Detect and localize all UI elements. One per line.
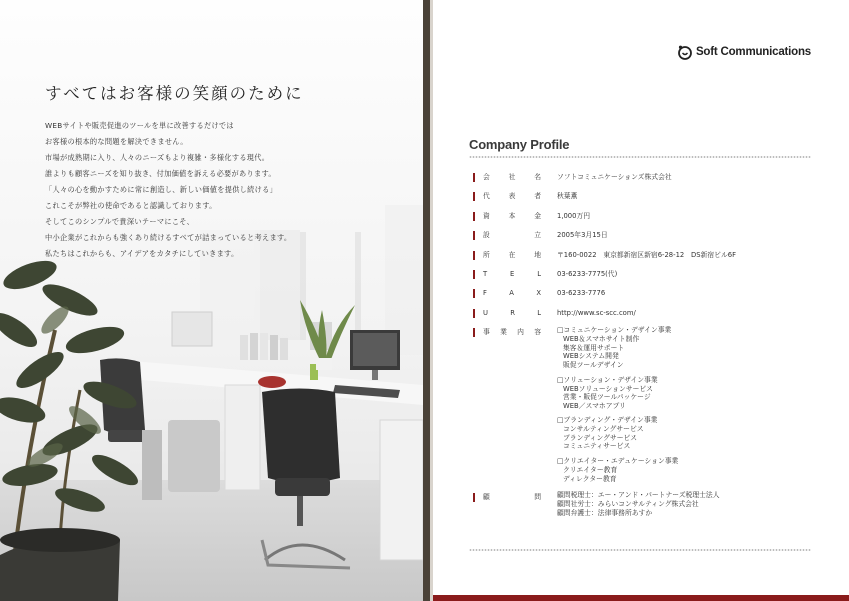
row-marker: [473, 289, 475, 298]
body-line: 誰よりも顧客ニーズを知り抜き、付加価値を訴える必要があります。: [45, 169, 276, 178]
dotted-divider: [469, 155, 811, 159]
photo-page: [0, 0, 423, 601]
advisor-item: 顧問税理士：エー・アンド・パートナーズ税理士法人: [557, 490, 720, 499]
row-marker: [473, 173, 475, 182]
body-line: 中小企業がこれからも強くあり続けるすべてが詰まっていると考えます。: [45, 233, 292, 242]
body-line: 市場が成熟期に入り、人々のニーズもより複雑・多様化する現代。: [45, 153, 270, 162]
ottoman: [168, 420, 220, 492]
body-line: 私たちはこれからも、アイデアをカタチにしていきます。: [45, 249, 239, 258]
dotted-divider: [469, 548, 811, 552]
business-item: 集客＆運用サポート: [563, 343, 625, 352]
row-marker: [473, 251, 475, 260]
advisor-item: 顧問社労士：みらいコンサルティング株式会社: [557, 499, 699, 508]
row-value: 03-6233-7775(代): [557, 269, 618, 278]
business-group: [557, 376, 678, 411]
row-label: F A X: [483, 289, 541, 298]
business-item: クリエイター教育: [563, 466, 618, 475]
profile-row: [473, 307, 813, 325]
logo-text: Soft Communications: [695, 46, 811, 58]
body-line: お客様の根本的な問題を解決できません。: [45, 137, 188, 146]
row-marker: [473, 309, 475, 318]
row-label: 顧 問: [483, 492, 541, 501]
business-item: 販促ツールデザイン: [563, 360, 624, 369]
row-value: 03-6233-7776: [557, 289, 606, 298]
business-item: コミュニティサービス: [563, 442, 631, 451]
business-item: コンサルティングサービス: [563, 425, 644, 434]
profile-row: [473, 249, 813, 267]
row-label: 事 業 内 容: [483, 328, 541, 337]
intro-text: [45, 80, 405, 262]
business-item: WEB／スマホアプリ: [563, 401, 626, 410]
profile-row: [473, 268, 813, 286]
business-item: WEBシステム開発: [563, 352, 619, 361]
row-value[interactable]: http://www.sc-scc.com/: [557, 308, 636, 317]
row-label: T E L: [483, 269, 541, 278]
row-value: 〒160-0022 東京都新宿区新宿6-28-12 DS新宿ビル6F: [557, 250, 736, 259]
body-line: そしてこのシンプルで貴深いテーマにこそ、: [45, 217, 195, 226]
profile-table: [473, 171, 813, 519]
row-label: 資 本 金: [483, 211, 541, 220]
row-label: U R L: [483, 308, 541, 317]
row-value: 秋葉薫: [557, 192, 578, 201]
profile-row: [473, 229, 813, 247]
row-marker: [473, 212, 475, 221]
row-marker: [473, 328, 475, 337]
logo-mark-icon: [677, 44, 693, 60]
business-item: 営業・販促ツールパッケージ: [563, 393, 651, 402]
section-title: Company Profile: [469, 137, 570, 152]
body-line: これこそが弊社の使命であると認識しております。: [45, 201, 217, 210]
profile-row: [473, 190, 813, 208]
row-value: ソフトコミュニケーションズ株式会社: [557, 173, 672, 181]
headline: すべてはお客様の笑顔のために: [45, 84, 304, 103]
row-label: 所 在 地: [483, 250, 541, 259]
business-group: [557, 326, 678, 369]
advisor-list: [557, 491, 720, 518]
business-item: ブランディングサービス: [563, 433, 638, 442]
profile-row-business: [473, 326, 813, 489]
business-heading: □ブランディング・デザイン事業: [557, 416, 658, 425]
row-value: 1,000万円: [557, 211, 591, 220]
profile-row-advisors: [473, 491, 813, 518]
business-item: WEBソリューションサービス: [563, 384, 653, 393]
row-value: 2005年3月15日: [557, 231, 608, 240]
row-label: 設 立: [483, 231, 541, 240]
profile-page: [433, 0, 849, 601]
body-line: WEBサイトや販売促進のツールを単に改善するだけでは: [45, 121, 234, 130]
business-group: [557, 457, 678, 483]
row-marker: [473, 192, 475, 201]
business-item: WEB＆スマホサイト制作: [563, 335, 640, 344]
business-item: ディレクター教育: [563, 474, 617, 483]
company-logo: [677, 44, 811, 60]
row-marker: [473, 493, 475, 502]
profile-row: [473, 171, 813, 189]
business-heading: □コミュニケーション・デザイン事業: [557, 326, 672, 335]
row-label: 会 社 名: [483, 173, 541, 181]
footer-accent-bar: [433, 595, 849, 601]
row-marker: [473, 231, 475, 240]
advisor-item: 顧問弁護士：法律事務所あすか: [557, 508, 653, 517]
row-label: 代 表 者: [483, 192, 541, 201]
business-group: [557, 416, 678, 451]
business-heading: □クリエイター・エデュケーション事業: [557, 457, 679, 466]
profile-row: [473, 210, 813, 228]
business-list: [557, 326, 678, 489]
row-marker: [473, 270, 475, 279]
business-heading: □ソリューション・デザイン事業: [557, 375, 658, 384]
body-line: 「人々の心を動かすために常に創造し、新しい価値を提供し続ける」: [45, 185, 278, 194]
profile-row: [473, 287, 813, 305]
